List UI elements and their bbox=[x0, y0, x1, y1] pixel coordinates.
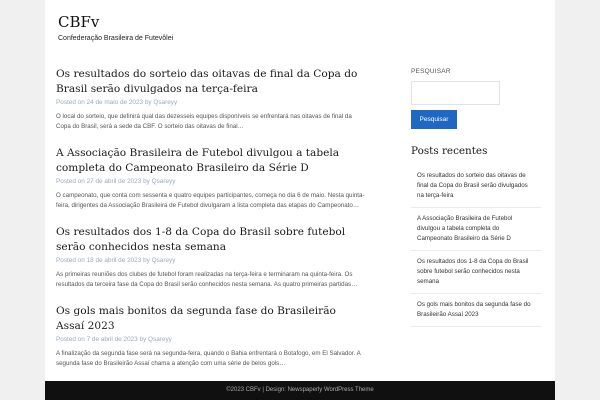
post-author-link[interactable]: Qsareyy bbox=[151, 257, 176, 264]
recent-posts-heading: Posts recentes bbox=[411, 145, 488, 157]
post-excerpt: O local do sorteio, que definirá qual das dezesseis equipes disponíveis se enfrentará nas oitavas de final da Copa do Brasil, será a sede da CBF. O sorteio das oitavas de final… bbox=[56, 113, 352, 130]
posted-on-label: Posted on bbox=[56, 257, 85, 264]
post-item bbox=[56, 67, 366, 132]
by-label: by bbox=[144, 99, 152, 106]
posted-on-label: Posted on bbox=[56, 336, 85, 343]
by-label: by bbox=[143, 257, 150, 264]
by-label: by bbox=[139, 336, 147, 343]
posted-on-label: Posted on bbox=[56, 99, 85, 106]
post-date-link[interactable]: 18 de abril de 2023 bbox=[86, 257, 142, 264]
post-author-link[interactable]: Qsareyy bbox=[153, 99, 178, 106]
post-meta bbox=[56, 336, 366, 343]
search-label: PESQUISAR bbox=[411, 68, 451, 75]
by-label: by bbox=[143, 178, 150, 185]
post-meta bbox=[56, 99, 366, 106]
search-input[interactable] bbox=[411, 81, 500, 105]
recent-post-link[interactable]: A Associação Brasileira de Futebol divulgou a tabela completa do Campeonato Brasileiro da Série D bbox=[411, 208, 541, 251]
post-title-link[interactable]: A Associação Brasileira de Futebol divulgou a tabela completa do Campeonato Brasileiro da Série D bbox=[56, 147, 340, 174]
post-author-link[interactable]: Qsareyy bbox=[148, 336, 172, 343]
search-button[interactable]: Pesquisar bbox=[411, 110, 457, 129]
post-item bbox=[56, 304, 366, 369]
post-date-link[interactable]: 24 de maio de 2023 bbox=[86, 99, 144, 106]
post-excerpt: A finalização da segunda fase será na segunda-feira, quando o Bahia enfrentará o Botafogo, em El Salvador. A segunda fase do Brasileirão Assaí chama a atenção com uma série de belos gols… bbox=[56, 350, 361, 367]
post-item bbox=[56, 146, 366, 211]
post-title-link[interactable]: Os resultados do sorteio das oitavas de final da Copa do Brasil serão divulgados na terça-feira bbox=[56, 68, 358, 95]
sidebar bbox=[411, 68, 541, 327]
post-author-link[interactable]: Qsareyy bbox=[151, 178, 176, 185]
post-title-link[interactable]: Os gols mais bonitos da segunda fase do Brasileirão Assaí 2023 bbox=[56, 305, 336, 332]
post-excerpt: As primeiras reuniões dos clubes de futebol foram realizadas na terça-feira e terminaram na quinta-feira. Os resultados da terceira fase da Copa do Brasil serão conhecidos nesta semana. As quatro primeiras partidas… bbox=[56, 271, 358, 288]
recent-posts-list bbox=[411, 165, 541, 327]
site-description: Confederação Brasileira de Futevôlei bbox=[58, 35, 174, 42]
post-meta bbox=[56, 257, 366, 264]
post-list bbox=[56, 67, 366, 383]
post-title-link[interactable]: Os resultados dos 1-8 da Copa do Brasil sobre futebol serão conhecidos nesta semana bbox=[56, 226, 346, 253]
page-container bbox=[45, 0, 555, 400]
post-meta bbox=[56, 178, 366, 185]
recent-post-link[interactable]: Os resultados do sorteio das oitavas de final da Copa do Brasil serão divulgados na terça-feira bbox=[411, 165, 541, 208]
site-footer: ©2023 CBFv | Design: Newspaperly WordPress Theme bbox=[45, 381, 555, 400]
post-item bbox=[56, 225, 366, 290]
posted-on-label: Posted on bbox=[56, 178, 85, 185]
recent-post-link[interactable]: Os resultados dos 1-8 da Copa do Brasil sobre futebol serão conhecidos nesta semana bbox=[411, 251, 541, 294]
site-title[interactable]: CBFv bbox=[58, 13, 100, 31]
recent-post-link[interactable]: Os gols mais bonitos da segunda fase do Brasileirão Assaí 2023 bbox=[411, 294, 541, 327]
post-excerpt: O campeonato, que conta com sessenta e quatro equipes participantes, começa no dia 6 de maio. Nesta quinta-feira, dirigentes da Associação Brasileira de Futebol divulgaram a lista completa das etapas do Campeonato… bbox=[56, 192, 365, 209]
post-date-link[interactable]: 7 de abril de 2023 bbox=[86, 336, 138, 343]
post-date-link[interactable]: 27 de abril de 2023 bbox=[86, 178, 142, 185]
